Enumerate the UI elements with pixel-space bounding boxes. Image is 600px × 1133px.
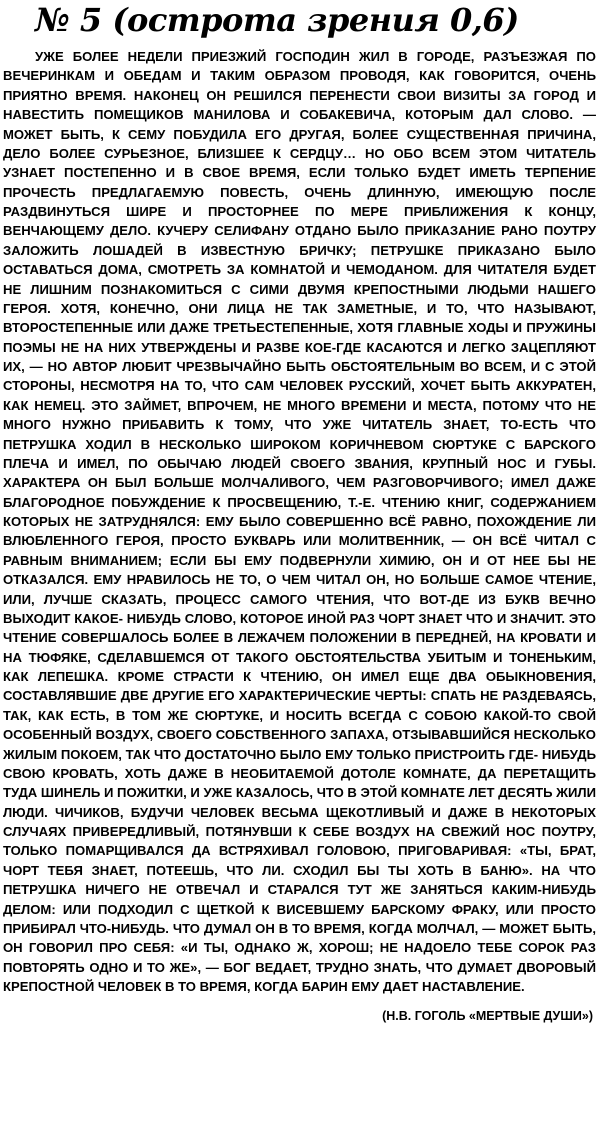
source-attribution: (Н.В. ГОГОЛЬ «МЕРТВЫЕ ДУШИ») [382, 1009, 593, 1024]
page-title: № 5 (острота зрения 0,6) [35, 1, 519, 39]
body-text: УЖЕ БОЛЕЕ НЕДЕЛИ ПРИЕЗЖИЙ ГОСПОДИН ЖИЛ В ГОРОДЕ, РАЗЪЕЗЖАЯ ПО ВЕЧЕРИНКАМ И ОБЕДАМ И ТАКИМ ОБРАЗОМ ПРОВОДЯ, КАК ГОВОРИТСЯ, ОЧЕНЬ ПРИЯТНО ВРЕМЯ. НАКОНЕЦ ОН РЕШИЛСЯ ПЕРЕНЕСТИ СВОИ ВИЗИТЫ ЗА ГОРОД И НАВЕСТИТЬ ПОМЕЩИКОВ МАНИЛОВА И СОБАКЕВИЧА, КОТОРЫМ ДАЛ СЛОВО. — МОЖЕТ БЫТЬ, К СЕМУ ПОБУДИЛА ЕГО ДРУГАЯ, БОЛЕЕ СУЩЕСТВЕННАЯ ПРИЧИНА, ДЕЛО БОЛЕЕ СУРЬЕЗНОЕ, БЛИЗШЕЕ К СЕРДЦУ… НО ОБО ВСЕМ ЭТОМ ЧИТАТЕЛЬ УЗНАЕТ ПОСТЕПЕННО И В СВОЕ ВРЕМЯ, ЕСЛИ ТОЛЬКО БУДЕТ ИМЕТЬ ТЕРПЕНИЕ ПРОЧЕСТЬ ПРЕДЛАГАЕМУЮ ПОВЕСТЬ, ОЧЕНЬ ДЛИННУЮ, ИМЕЮЩУЮ ПОСЛЕ РАЗДВИНУТЬСЯ ШИРЕ И ПРОСТОРНЕЕ ПО МЕРЕ ПРИБЛИЖЕНИЯ К КОНЦУ, ВЕНЧАЮЩЕМУ ДЕЛО. КУЧЕРУ СЕЛИФАНУ ОТДАНО БЫЛО ПРИКАЗАНИЕ РАНО ПОУТРУ ЗАЛОЖИТЬ ЛОШАДЕЙ В ИЗВЕСТНУЮ БРИЧКУ; ПЕТРУШКЕ ПРИКАЗАНО БЫЛО ОСТАВАТЬСЯ ДОМА, СМОТРЕТЬ ЗА КОМНАТОЙ И ЧЕМОДАНОМ. ДЛЯ ЧИТАТЕЛЯ БУДЕТ НЕ ЛИШНИМ ПОЗНАКОМИТЬСЯ С СИМИ ДВУМЯ КРЕПОСТНЫМИ ЛЮДЬМИ НАШЕГО ГЕРОЯ. ХОТЯ, КОНЕЧНО, ОНИ ЛИЦА НЕ ТАК ЗАМЕТНЫЕ, И ТО, ЧТО НАЗЫВАЮТ, ВТОРОСТЕПЕННЫЕ ИЛИ ДАЖЕ ТРЕТЬЕСТЕПЕННЫЕ, ХОТЯ ГЛАВНЫЕ ХОДЫ И ПРУЖИНЫ ПОЭМЫ НЕ НА НИХ УТВЕРЖДЕНЫ И РАЗВЕ КОЕ-ГДЕ КАСАЮТСЯ И ЛЕГКО ЗАЦЕПЛЯЮТ ИХ, — НО АВТОР ЛЮБИТ ЧРЕЗВЫЧАЙНО БЫТЬ ОБСТОЯТЕЛЬНЫМ ВО ВСЕМ, И С ЭТОЙ СТОРОНЫ, НЕСМОТРЯ НА ТО, ЧТО САМ ЧЕЛОВЕК РУССКИЙ, ХОЧЕТ БЫТЬ АККУРАТЕН, КАК НЕМЕЦ. ЭТО ЗАЙМЕТ, ВПРОЧЕМ, НЕ МНОГО ВРЕМЕНИ И МЕСТА, ПОТОМУ ЧТО НЕ МНОГО НУЖНО ПРИБАВИТЬ К ТОМУ, ЧТО УЖЕ ЧИТАТЕЛЬ ЗНАЕТ, ТО-ЕСТЬ ЧТО ПЕТРУШКА ХОДИЛ В НЕСКОЛЬКО ШИРОКОМ КОРИЧНЕВОМ СЮРТУКЕ С БАРСКОГО ПЛЕЧА И ИМЕЛ, ПО ОБЫЧАЮ ЛЮДЕЙ СВОЕГО ЗВАНИЯ, КРУПНЫЙ НОС И ГУБЫ. ХАРАКТЕРА ОН БЫЛ БОЛЬШЕ МОЛЧАЛИВОГО, ЧЕМ РАЗГОВОРЧИВОГО; ИМЕЛ ДАЖЕ БЛАГОРОДНОЕ ПОБУЖДЕНИЕ К ПРОСВЕЩЕНИЮ, Т.-Е. ЧТЕНИЮ КНИГ, СОДЕРЖАНИЕМ КОТОРЫХ НЕ ЗАТРУДНЯЛСЯ: ЕМУ БЫЛО СОВЕРШЕННО ВСЁ РАВНО, ПОХОЖДЕНИЕ ЛИ ВЛЮБЛЕННОГО ГЕРОЯ, ПРОСТО БУКВАРЬ ИЛИ МОЛИТВЕННИК, — ОН ВСЁ ЧИТАЛ С РАВНЫМ ВНИМАНИЕМ; ЕСЛИ БЫ ЕМУ ПОДВЕРНУЛИ ХИМИЮ, ОН И ОТ НЕЕ БЫ НЕ ОТКАЗАЛСЯ. ЕМУ НРАВИЛОСЬ НЕ ТО, О ЧЕМ ЧИТАЛ ОН, НО БОЛЬШЕ САМОЕ ЧТЕНИЕ, ИЛИ, ЛУЧШЕ СКАЗАТЬ, ПРОЦЕСС САМОГО ЧТЕНИЯ, ЧТО ВОТ-ДЕ ИЗ БУКВ ВЕЧНО ВЫХОДИТ КАКОЕ- НИБУДЬ СЛОВО, КОТОРОЕ ИНОЙ РАЗ ЧОРТ ЗНАЕТ ЧТО И ЗНАЧИТ. ЭТО ЧТЕНИЕ СОВЕРШАЛОСЬ БОЛЕЕ В ЛЕЖАЧЕМ ПОЛОЖЕНИИ В ПЕРЕДНЕЙ, НА КРОВАТИ И НА ТЮФЯКЕ, СДЕЛАВШЕМСЯ ОТ ТАКОГО ОБСТОЯТЕЛЬСТВА УБИТЫМ И ТОНЕНЬКИМ, КАК ЛЕПЕШКА. КРОМЕ СТРАСТИ К ЧТЕНИЮ, ОН ИМЕЛ ЕЩЕ ДВА ОБЫКНОВЕНИЯ, СОСТАВЛЯВШИЕ ДВЕ ДРУГИЕ ЕГО ХАРАКТЕРИЧЕСКИЕ ЧЕРТЫ: СПАТЬ НЕ РАЗДЕВАЯСЬ, ТАК, КАК ЕСТЬ, В ТОМ ЖЕ СЮРТУКЕ, И НОСИТЬ ВСЕГДА С СОБОЮ КАКОЙ-ТО СВОЙ ОСОБЕННЫЙ ВОЗДУХ, СВОЕГО СОБСТВЕННОГО ЗАПАХА, ОТЗЫВАВШИЙСЯ НЕСКОЛЬКО ЖИЛЫМ ПОКОЕМ, ТАК ЧТО ДОСТАТОЧНО БЫЛО ЕМУ ТОЛЬКО ПРИСТРОИТЬ ГДЕ- НИБУДЬ СВОЮ КРОВАТЬ, ХОТЬ ДАЖЕ В НЕОБИТАЕМОЙ ДОТОЛЕ КОМНАТЕ, ДА ПЕРЕТАЩИТЬ ТУДА ШИНЕЛЬ И ПОЖИТКИ, И УЖЕ КАЗАЛОСЬ, ЧТО В ЭТОЙ КОМНАТЕ ЛЕТ ДЕСЯТЬ ЖИЛИ ЛЮДИ. ЧИЧИКОВ, БУДУЧИ ЧЕЛОВЕК ВЕСЬМА ЩЕКОТЛИВЫЙ И ДАЖЕ В НЕКОТОРЫХ СЛУЧАЯХ ПРИВЕРЕДЛИВЫЙ, ПОТЯНУВШИ К СЕБЕ ВОЗДУХ НА СВЕЖИЙ НОС ПОУТРУ, ТОЛЬКО ПОМАРЩИВАЛСЯ ДА ВСТРЯХИВАЛ ГОЛОВОЮ, ПРИГОВАРИВАЯ: «ТЫ, БРАТ, ЧОРТ ТЕБЯ ЗНАЕТ, ПОТЕЕШЬ, ЧТО ЛИ. СХОДИЛ БЫ ТЫ ХОТЬ В БАНЮ». НА ЧТО ПЕТРУШКА НИЧЕГО НЕ ОТВЕЧАЛ И СТАРАЛСЯ ТУТ ЖЕ ЗАНЯТЬСЯ КАКИМ-НИБУДЬ ДЕЛОМ: ИЛИ ПОДХОДИЛ С ЩЕТКОЙ К ВИСЕВШЕМУ БАРСКОМУ ФРАКУ, ИЛИ ПРОСТО ПРИБИРАЛ ЧТО-НИБУДЬ. ЧТО ДУМАЛ ОН В ТО ВРЕМЯ, КОГДА МОЛЧАЛ, — МОЖЕТ БЫТЬ, ОН ГОВОРИЛ ПРО СЕБЯ: «И ТЫ, ОДНАКО Ж, ХОРОШ; НЕ НАДОЕЛО ТЕБЕ СОРОК РАЗ ПОВТОРЯТЬ ОДНО И ТО ЖЕ», — БОГ ВЕДАЕТ, ТРУДНО ЗНАТЬ, ЧТО ДУМАЕТ ДВОРОВЫЙ КРЕПОСТНОЙ ЧЕЛОВЕК В ТО ВРЕМЯ, КОГДА БАРИН ЕМУ ДАЕТ НАСТАВЛЕНИЕ. [3, 49, 596, 994]
